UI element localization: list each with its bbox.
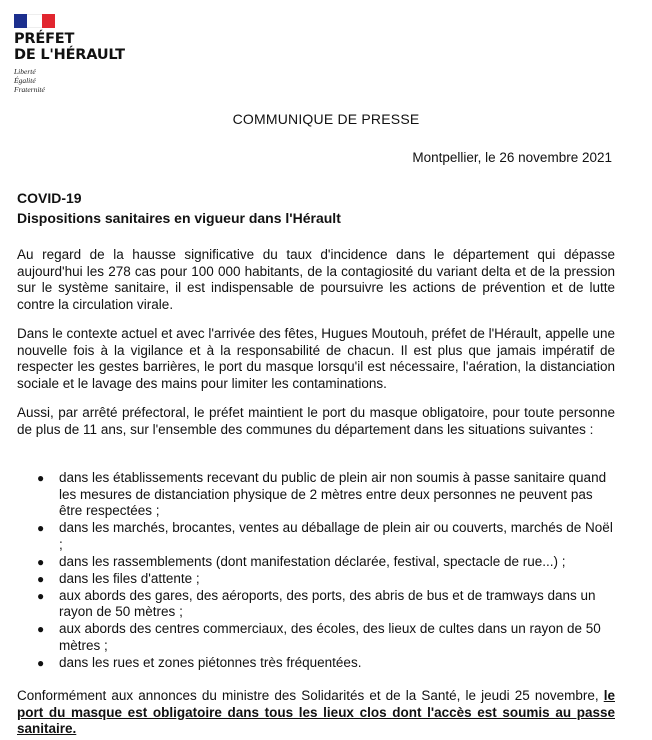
list-item: ● dans les files d'attente ; (37, 570, 200, 586)
final-emphasis-text: le port du masque est obligatoire dans tous les lieux clos dont l'accès est soumis au passe sanitaire. (17, 688, 615, 736)
paragraph-3: Aussi, par arrêté préfectoral, le préfet maintient le port du masque obligatoire, pour toute personne de plus de 11 ans, sur l'ensemble des communes du département dans les situations suivantes : (17, 405, 615, 437)
french-flag-icon (14, 14, 55, 28)
bullet-icon: ● (37, 655, 45, 670)
bullet-icon: ● (37, 588, 45, 603)
list-item: ● dans les rassemblements (dont manifestation déclarée, festival, spectacle de rue...) ; (37, 553, 566, 569)
list-item: ● dans les marchés, brocantes, ventes au déballage de plein air ou couverts, marchés de Noël ; (37, 520, 613, 552)
motto-egalite: Égalité (14, 76, 36, 85)
list-item: ● dans les rues et zones piétonnes très fréquentées. (37, 654, 362, 670)
situations-list (17, 470, 615, 672)
final-paragraph (17, 688, 615, 738)
bullet-icon: ● (37, 471, 45, 485)
motto (14, 67, 125, 94)
bullet-icon: ● (37, 622, 45, 636)
bullet-icon: ● (37, 521, 45, 535)
bullet-icon: ● (37, 554, 45, 569)
document-title: COMMUNIQUE DE PRESSE (232, 111, 420, 127)
final-plain-text: Conformément aux annonces du ministre des Solidarités et de la Santé, le jeudi 25 novembre, (17, 688, 599, 703)
prefecture-logo (14, 14, 125, 94)
prefet-line2: DE L'HÉRAULT (14, 47, 125, 63)
motto-fraternite: Fraternité (14, 85, 45, 94)
list-item: ● aux abords des centres commerciaux, des écoles, des lieux de cultes dans un rayon de 50 mètres ; (37, 621, 601, 653)
motto-liberte: Liberté (14, 67, 36, 76)
paragraph-1: Au regard de la hausse significative du taux d'incidence dans le département qui dépasse aujourd'hui les 278 cas pour 100 000 habitants, de la contagiosité du variant delta et de la pression sur le système sanitaire, il est indispensable de poursuivre les actions de prévention et de lutte contre la circulation virale. (17, 247, 615, 312)
prefet-line1: PRÉFET (14, 31, 75, 47)
list-item: ● dans les établissements recevant du public de plein air non soumis à passe sanitaire quand les mesures de distanciation physique de 2 mètres entre deux personnes ne peuvent pas être respectées ; (37, 470, 607, 518)
bullet-icon: ● (37, 571, 45, 586)
subtitle-heading: Dispositions sanitaires en vigueur dans l'Hérault (17, 210, 341, 226)
list-item: ● aux abords des gares, des aéroports, des ports, des abris de bus et de tramways dans un rayon de 50 mètres ; (37, 587, 596, 619)
paragraph-2: Dans le contexte actuel et avec l'arrivée des fêtes, Hugues Moutouh, préfet de l'Hérault, appelle une nouvelle fois à la vigilance et à la responsabilité de chacun. Il est plus que jamais impératif de respecter les gestes barrières, le port du masque lorsqu'il est nécessaire, l'aération, la distanciation sociale et le lavage des mains pour limiter les contaminations. (17, 326, 616, 391)
document-date: Montpellier, le 26 novembre 2021 (412, 150, 612, 165)
topic-heading: COVID-19 (17, 190, 82, 206)
